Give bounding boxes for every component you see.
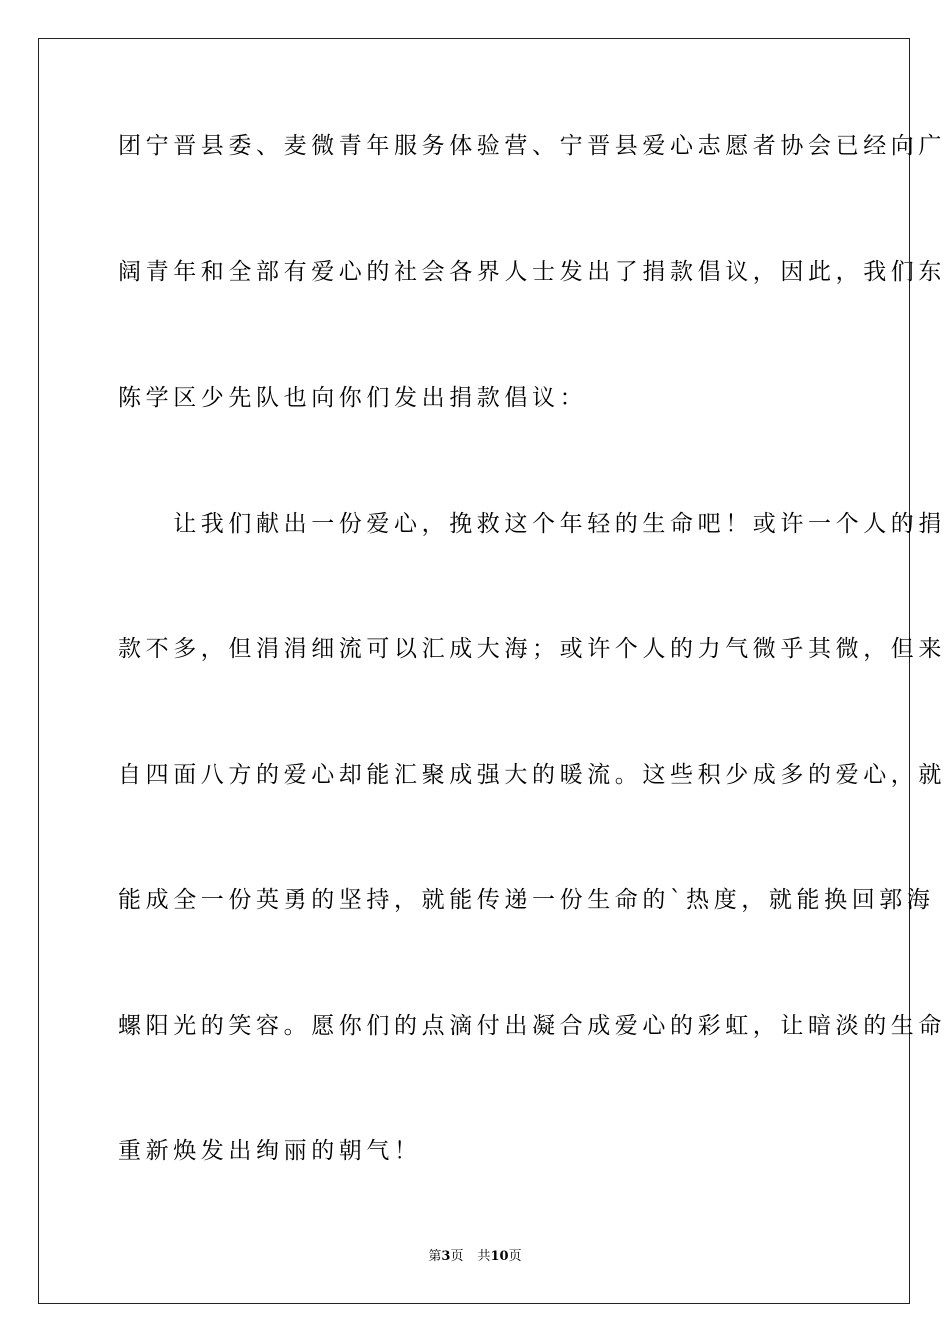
total-suffix: 页 <box>508 1249 522 1264</box>
paragraph-line-4: 让我们献出一份爱心，挽救这个年轻的生命吧！或许一个人的捐 <box>118 511 946 537</box>
page-footer <box>0 1248 950 1266</box>
total-prefix: 共 <box>477 1249 491 1264</box>
page-suffix: 页 <box>450 1249 464 1264</box>
paragraph-line-6: 自四面八方的爱心却能汇聚成强大的暖流。这些积少成多的爱心，就 <box>118 762 946 788</box>
page-number: 3 <box>441 1249 451 1264</box>
paragraph-line-9: 重新焕发出绚丽的朝气！ <box>118 1138 422 1164</box>
paragraph-line-8: 螺阳光的笑容。愿你们的点滴付出凝合成爱心的彩虹，让暗淡的生命 <box>118 1013 946 1039</box>
total-pages: 10 <box>490 1249 509 1264</box>
paragraph-line-2: 阔青年和全部有爱心的社会各界人士发出了捐款倡议，因此，我们东 <box>118 259 946 285</box>
page-prefix: 第 <box>428 1249 442 1264</box>
paragraph-line-1: 团宁晋县委、麦微青年服务体验营、宁晋县爱心志愿者协会已经向广 <box>118 133 946 159</box>
paragraph-line-3: 陈学区少先队也向你们发出捐款倡议： <box>118 385 588 411</box>
page-frame <box>38 38 946 1304</box>
paragraph-line-5: 款不多，但涓涓细流可以汇成大海；或许个人的力气微乎其微，但来 <box>118 636 946 662</box>
paragraph-line-7: 能成全一份英勇的坚持，就能传递一份生命的`热度，就能换回郭海 <box>118 887 935 913</box>
